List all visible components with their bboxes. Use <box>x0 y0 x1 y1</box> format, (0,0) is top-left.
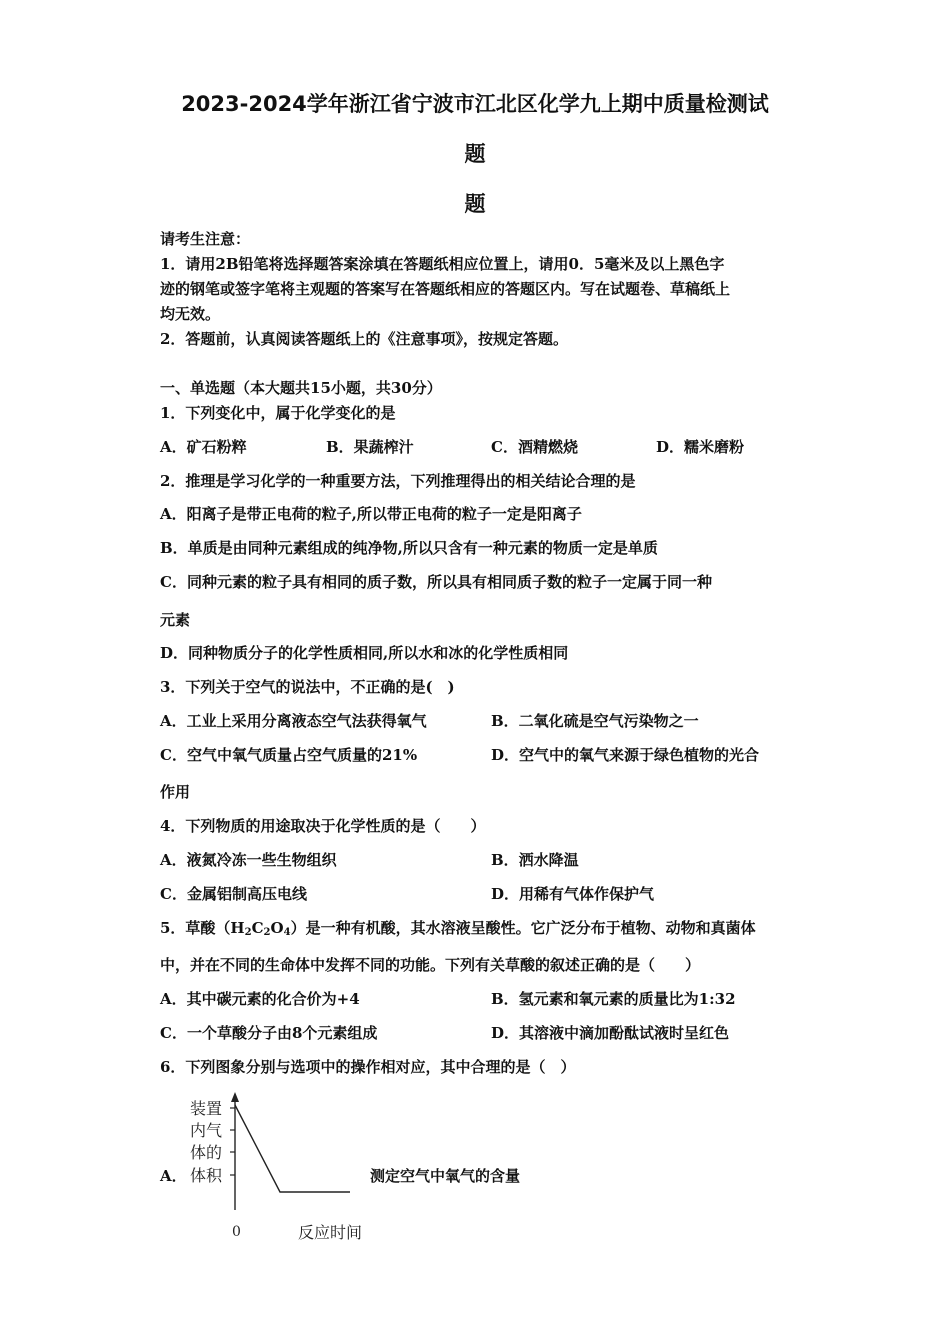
question-4-option-b: B．洒水降温 <box>491 851 579 869</box>
question-4-stem: 4．下列物质的用途取决于化学性质的是（ ） <box>160 817 486 835</box>
graph-origin: 0 <box>232 1224 241 1240</box>
question-5-stem-cont: 中，并在不同的生命体中发挥不同的功能。下列有关草酸的叙述正确的是（ ） <box>160 956 701 974</box>
notice-item-1-cont: 迹的钢笔或签字笔将主观题的答案写在答题纸相应的答题区内。写在试题卷、草稿纸上 <box>160 280 731 298</box>
question-5-option-b: B．氢元素和氧元素的质量比为1:32 <box>491 990 736 1008</box>
question-1-option-a: A．矿石粉粹 <box>160 438 247 456</box>
question-5-stem-end: ）是一种有机酸，其水溶液呈酸性。它广泛分布于植物、动物和真菌体 <box>290 919 756 937</box>
graph-x-label: 反应时间 <box>298 1223 363 1242</box>
question-4-option-d: D．用稀有气体作保护气 <box>491 885 655 903</box>
question-1-stem: 1．下列变化中，属于化学变化的是 <box>160 404 396 422</box>
formula-subscript: 4 <box>283 927 291 938</box>
question-3-option-d: D．空气中的氧气来源于绿色植物的光合 <box>491 746 760 764</box>
graph-y-axis-arrow <box>231 1092 239 1102</box>
question-2-option-b: B．单质是由同种元素组成的纯净物,所以只含有一种元素的物质一定是单质 <box>160 539 658 557</box>
question-2-option-d: D．同种物质分子的化学性质相同,所以水和冰的化学性质相同 <box>160 644 569 662</box>
question-5-stem <box>160 917 756 938</box>
question-2-stem: 2．推理是学习化学的一种重要方法，下列推理得出的相关结论合理的是 <box>160 472 636 490</box>
question-5-option-d: D．其溶液中滴加酚酞试液时呈红色 <box>491 1024 730 1042</box>
question-3-option-b: B．二氧化硫是空气污染物之一 <box>491 712 699 730</box>
question-3-option-a: A．工业上采用分离液态空气法获得氧气 <box>160 712 427 730</box>
graph-y-label-4: 体积 <box>190 1166 223 1185</box>
question-5-stem-start: 5．草酸（H <box>160 919 245 937</box>
notice-item-2: 2．答题前，认真阅读答题纸上的《注意事项》，按规定答题。 <box>160 330 568 348</box>
question-2-option-c-cont: 元素 <box>160 611 191 629</box>
question-3-option-d-cont: 作用 <box>160 783 191 801</box>
section-heading: 一、单选题（本大题共15小题，共30分） <box>160 379 442 397</box>
exam-title: 2023-2024学年浙江省宁波市江北区化学九上期中质量检测试 <box>181 92 769 116</box>
notice-item-1-end: 均无效。 <box>160 305 221 323</box>
question-3-stem: 3．下列关于空气的说法中，不正确的是( ) <box>160 678 455 696</box>
question-2-option-c: C．同种元素的粒子具有相同的质子数，所以具有相同质子数的粒子一定属于同一种 <box>160 573 712 591</box>
question-1-option-c: C．酒精燃烧 <box>491 438 578 456</box>
notice-heading: 请考生注意： <box>160 230 251 248</box>
formula-element: C <box>251 919 264 937</box>
question-3-option-c: C．空气中氧气质量占空气质量的21% <box>160 746 418 764</box>
exam-title-repeat: 题 <box>464 192 486 216</box>
question-1-option-b: B．果蔬榨汁 <box>326 438 414 456</box>
question-6-option-a: A． <box>160 1167 187 1185</box>
graph-y-label-2: 内气 <box>190 1121 223 1140</box>
notice-item-1: 1．请用2B铅笔将选择题答案涂填在答题纸相应位置上，请用0．5毫米及以上黑色字 <box>160 255 725 273</box>
question-6-option-a-desc: 测定空气中氧气的含量 <box>370 1167 521 1185</box>
formula-element: O <box>270 919 284 937</box>
question-1-option-d: D．糯米磨粉 <box>656 438 745 456</box>
formula-subscript: 2 <box>244 927 252 938</box>
question-4-option-c: C．金属铝制高压电线 <box>160 885 307 903</box>
question-6-stem: 6．下列图象分别与选项中的操作相对应，其中合理的是（ ） <box>160 1058 576 1076</box>
graph-volume-curve <box>235 1105 350 1192</box>
formula-subscript: 2 <box>263 927 271 938</box>
oxygen-volume-graph <box>178 1090 568 1250</box>
question-4-option-a: A．液氮冷冻一些生物组织 <box>160 851 337 869</box>
exam-title-continued: 题 <box>464 142 486 166</box>
question-5-option-c: C．一个草酸分子由8个元素组成 <box>160 1024 378 1042</box>
graph-y-label-3: 体的 <box>190 1143 223 1162</box>
question-5-option-a: A．其中碳元素的化合价为+4 <box>160 990 360 1008</box>
question-2-option-a: A．阳离子是带正电荷的粒子,所以带正电荷的粒子一定是阳离子 <box>160 505 582 523</box>
graph-y-label-1: 装置 <box>190 1099 223 1118</box>
